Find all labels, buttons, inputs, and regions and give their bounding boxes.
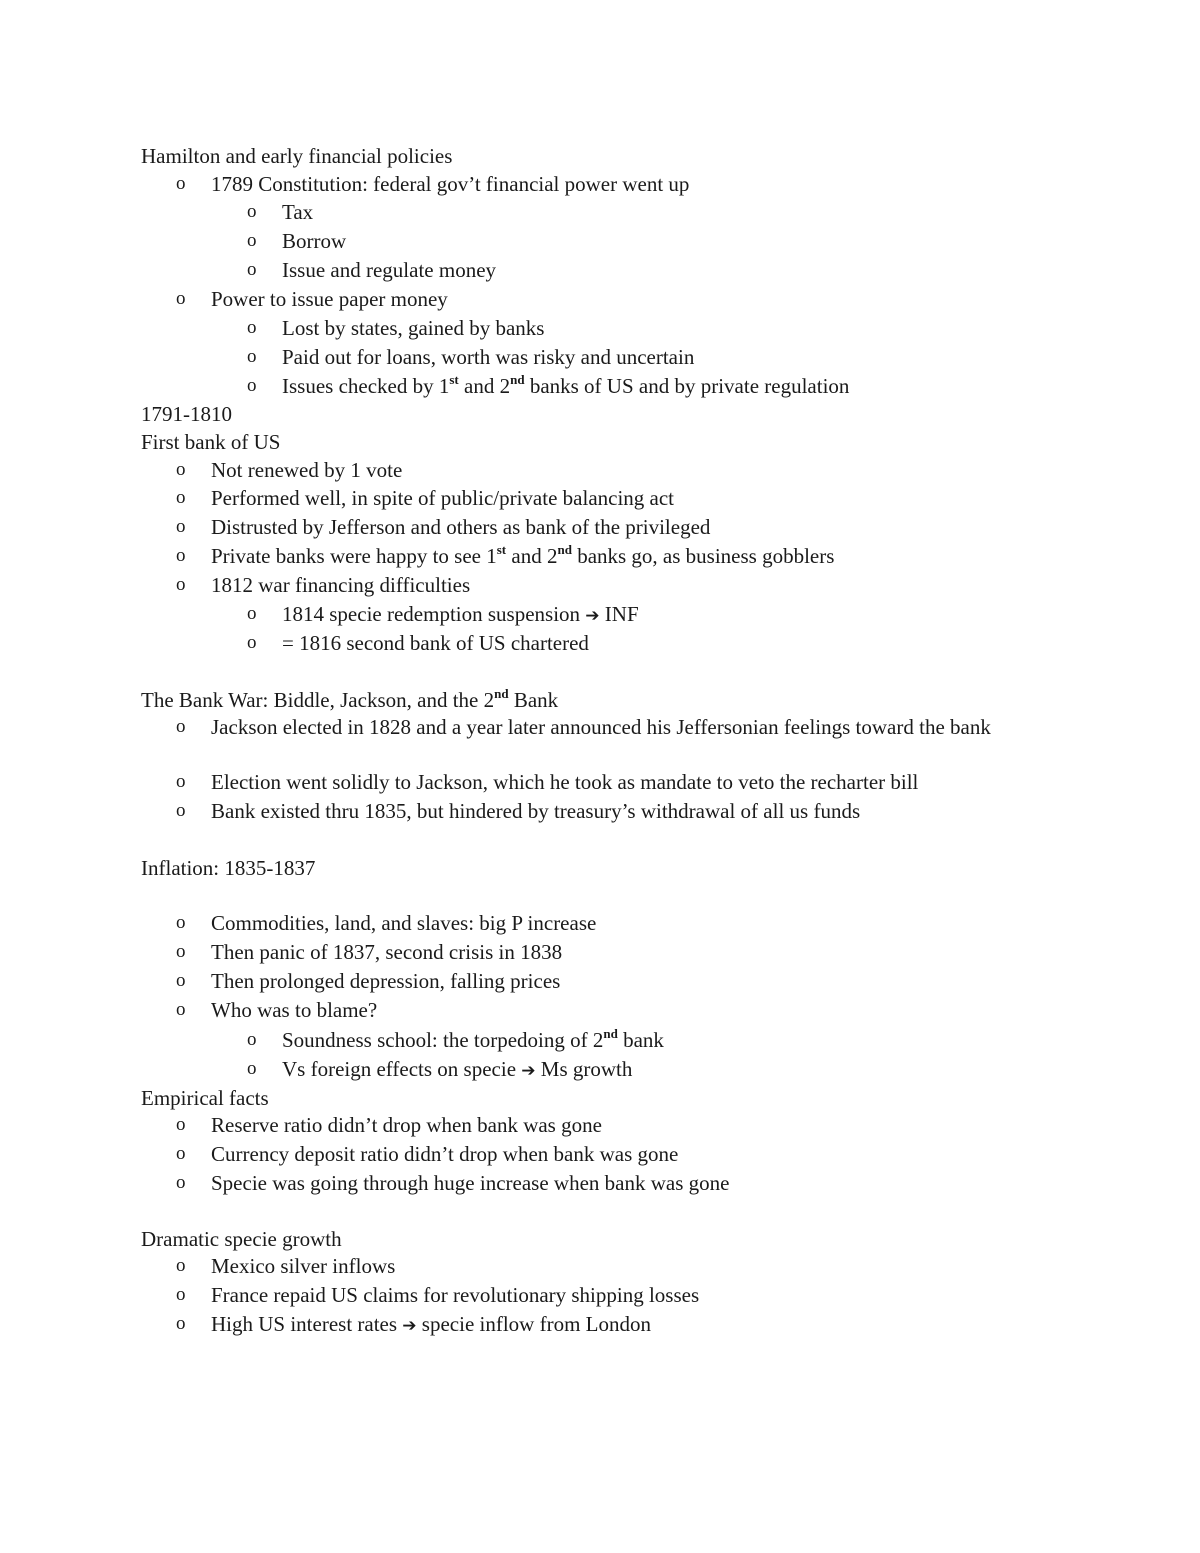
list-item: o Private banks were happy to see 1st and 2nd banks go, as business gobblers: [176, 542, 835, 568]
bullet-icon: o: [176, 1255, 186, 1276]
list-item: o Not renewed by 1 vote: [176, 458, 403, 482]
list-item: o 1812 war financing difficulties: [176, 573, 471, 597]
list-item: o Reserve ratio didn’t drop when bank was gone: [176, 1113, 602, 1137]
list-item: o Mexico silver inflows: [176, 1254, 396, 1278]
list-item: o Who was to blame?: [176, 998, 378, 1022]
list-item: o Paid out for loans, worth was risky and uncertain: [247, 345, 695, 369]
bullet-icon: o: [247, 1029, 257, 1050]
list-item: o Then panic of 1837, second crisis in 1838: [176, 940, 563, 964]
bullet-icon: o: [176, 173, 186, 194]
section-heading: Dramatic specie growth: [141, 1227, 342, 1251]
list-item: o Commodities, land, and slaves: big P increase: [176, 911, 597, 935]
section-years: 1791-1810: [141, 402, 232, 426]
list-item: o Then prolonged depression, falling prices: [176, 969, 561, 993]
bullet-icon: o: [176, 1172, 186, 1193]
list-item: o 1789 Constitution: federal gov’t financial power went up: [176, 172, 690, 196]
list-item: o Issue and regulate money: [247, 258, 497, 282]
arrow-right-icon: ➔: [402, 1316, 417, 1336]
bullet-icon: o: [247, 230, 257, 251]
list-item: o 1814 specie redemption suspension ➔ INF: [247, 602, 639, 626]
list-item: o Borrow: [247, 229, 347, 253]
bullet-icon: o: [176, 970, 186, 991]
section-heading: Hamilton and early financial policies: [141, 144, 453, 168]
list-item: o Distrusted by Jefferson and others as bank of the privileged: [176, 515, 711, 539]
bullet-icon: o: [176, 716, 186, 737]
bullet-icon: o: [176, 1114, 186, 1135]
bullet-icon: o: [176, 1143, 186, 1164]
arrow-right-icon: ➔: [585, 606, 600, 626]
section-heading: Empirical facts: [141, 1086, 269, 1110]
list-item: o Bank existed thru 1835, but hindered by treasury’s withdrawal of all us funds: [176, 799, 861, 823]
bullet-icon: o: [247, 375, 257, 396]
bullet-icon: o: [176, 800, 186, 821]
bullet-icon: o: [247, 1058, 257, 1079]
list-item: o Soundness school: the torpedoing of 2nd bank: [247, 1026, 664, 1052]
bullet-icon: o: [176, 941, 186, 962]
arrow-right-icon: ➔: [521, 1061, 536, 1081]
list-item: o Power to issue paper money: [176, 287, 448, 311]
list-item: o Jackson elected in 1828 and a year later announced his Jeffersonian feelings toward the bank: [176, 715, 991, 739]
bullet-icon: o: [247, 317, 257, 338]
bullet-icon: o: [176, 771, 186, 792]
bullet-icon: o: [176, 912, 186, 933]
list-item: o Performed well, in spite of public/private balancing act: [176, 486, 675, 510]
section-heading: Inflation: 1835-1837: [141, 856, 316, 880]
bullet-icon: o: [176, 999, 186, 1020]
bullet-icon: o: [176, 1313, 186, 1334]
bullet-icon: o: [247, 346, 257, 367]
list-item: o High US interest rates ➔ specie inflow from London: [176, 1312, 651, 1336]
section-heading: The Bank War: Biddle, Jackson, and the 2nd Bank: [141, 686, 559, 712]
bullet-icon: o: [247, 632, 257, 653]
bullet-icon: o: [176, 545, 186, 566]
list-item: o Specie was going through huge increase when bank was gone: [176, 1171, 730, 1195]
bullet-icon: o: [176, 487, 186, 508]
bullet-icon: o: [176, 1284, 186, 1305]
bullet-icon: o: [247, 201, 257, 222]
bullet-icon: o: [247, 259, 257, 280]
list-item: o Election went solidly to Jackson, which he took as mandate to veto the recharter bill: [176, 770, 919, 794]
list-item: o Lost by states, gained by banks: [247, 316, 545, 340]
bullet-icon: o: [176, 516, 186, 537]
list-item: o Tax: [247, 200, 314, 224]
list-item: o Vs foreign effects on specie ➔ Ms growth: [247, 1057, 633, 1081]
list-item: o = 1816 second bank of US chartered: [247, 631, 589, 655]
bullet-icon: o: [247, 603, 257, 624]
bullet-icon: o: [176, 459, 186, 480]
bullet-icon: o: [176, 288, 186, 309]
list-item: o Issues checked by 1st and 2nd banks of US and by private regulation: [247, 372, 850, 398]
section-heading: First bank of US: [141, 430, 281, 454]
list-item: o France repaid US claims for revolutionary shipping losses: [176, 1283, 700, 1307]
bullet-icon: o: [176, 574, 186, 595]
list-item: o Currency deposit ratio didn’t drop when bank was gone: [176, 1142, 679, 1166]
